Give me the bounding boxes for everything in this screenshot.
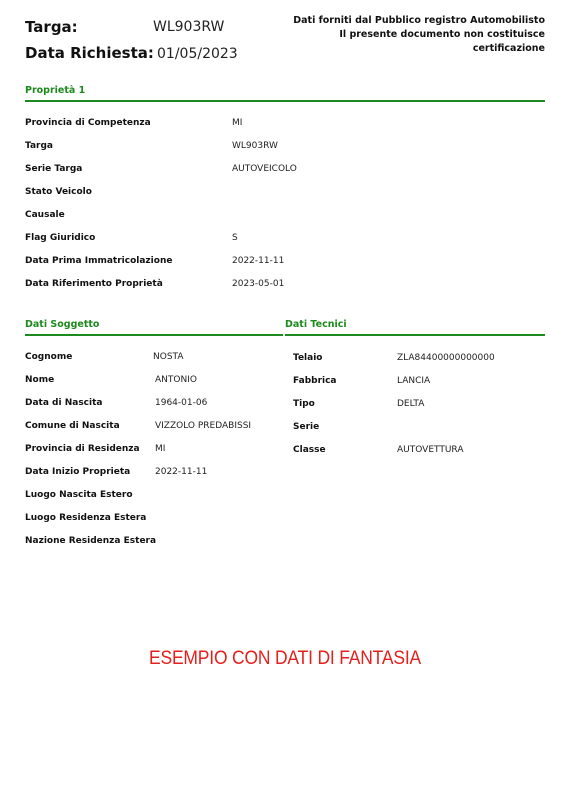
soggetto-row-label: Luogo Residenza Estera	[25, 513, 147, 523]
proprieta-row-label: Stato Veicolo	[25, 187, 92, 197]
soggetto-divider	[25, 334, 283, 336]
proprieta-row-label: Data Prima Immatricolazione	[25, 256, 173, 266]
soggetto-row-label: Luogo Nascita Estero	[25, 490, 133, 500]
proprieta-row-value: 2022-11-11	[232, 256, 285, 266]
soggetto-row-value: 1964-01-06	[155, 398, 208, 408]
tecnici-row-label: Telaio	[293, 353, 323, 363]
tecnici-row-label: Serie	[293, 422, 320, 432]
proprieta-row-value: MI	[232, 118, 243, 128]
tecnici-row-value: LANCIA	[397, 376, 431, 386]
tecnici-row-label: Fabbrica	[293, 376, 337, 386]
proprieta-row-label: Flag Giuridico	[25, 233, 96, 243]
tecnici-row-value: AUTOVETTURA	[397, 445, 464, 455]
sample-data-watermark: ESEMPIO CON DATI DI FANTASIA	[148, 648, 421, 669]
proprieta-row-label: Causale	[25, 210, 65, 220]
disclaimer-line-1: Dati forniti dal Pubblico registro Automobilisto	[293, 15, 545, 26]
data-richiesta-value: 01/05/2023	[157, 46, 238, 62]
disclaimer	[245, 14, 545, 56]
soggetto-row-label: Data Inizio Proprieta	[25, 467, 131, 477]
soggetto-row-value: NOSTA	[153, 352, 184, 362]
proprieta-section-title: Proprietà 1	[25, 85, 86, 96]
soggetto-row-label: Comune di Nascita	[25, 421, 120, 431]
disclaimer-line-2: Il presente documento non costituisce	[339, 29, 545, 40]
targa-label: Targa:	[25, 18, 78, 36]
soggetto-row-value: VIZZOLO PREDABISSI	[155, 421, 252, 431]
targa-value: WL903RW	[153, 19, 225, 35]
disclaimer-line-3: certificazione	[472, 43, 545, 54]
tecnici-section-title: Dati Tecnici	[285, 319, 347, 330]
soggetto-row-label: Provincia di Residenza	[25, 444, 140, 454]
tecnici-row-value: DELTA	[397, 399, 425, 409]
soggetto-row-label: Cognome	[25, 352, 73, 362]
soggetto-row-value: MI	[155, 444, 166, 454]
soggetto-row-label: Nome	[25, 375, 55, 385]
soggetto-row-value: ANTONIO	[155, 375, 197, 385]
proprieta-row-value: AUTOVEICOLO	[232, 164, 297, 174]
proprieta-row-value: WL903RW	[232, 141, 278, 151]
soggetto-row-label: Data di Nascita	[25, 398, 103, 408]
soggetto-row-label: Nazione Residenza Estera	[25, 536, 157, 546]
proprieta-row-label: Data Riferimento Proprietà	[25, 279, 163, 289]
soggetto-row-value: 2022-11-11	[155, 467, 208, 477]
soggetto-section-title: Dati Soggetto	[25, 319, 100, 330]
proprieta-row-label: Serie Targa	[25, 164, 83, 174]
proprieta-divider	[25, 100, 545, 102]
tecnici-divider	[285, 334, 545, 336]
proprieta-row-label: Provincia di Competenza	[25, 118, 151, 128]
tecnici-row-label: Tipo	[293, 399, 315, 409]
tecnici-row-label: Classe	[293, 445, 326, 455]
tecnici-row-value: ZLA84400000000000	[397, 353, 495, 363]
proprieta-row-label: Targa	[25, 141, 54, 151]
proprieta-row-value: S	[232, 233, 238, 243]
data-richiesta-label: Data Richiesta:	[25, 44, 154, 62]
proprieta-row-value: 2023-05-01	[232, 279, 285, 289]
